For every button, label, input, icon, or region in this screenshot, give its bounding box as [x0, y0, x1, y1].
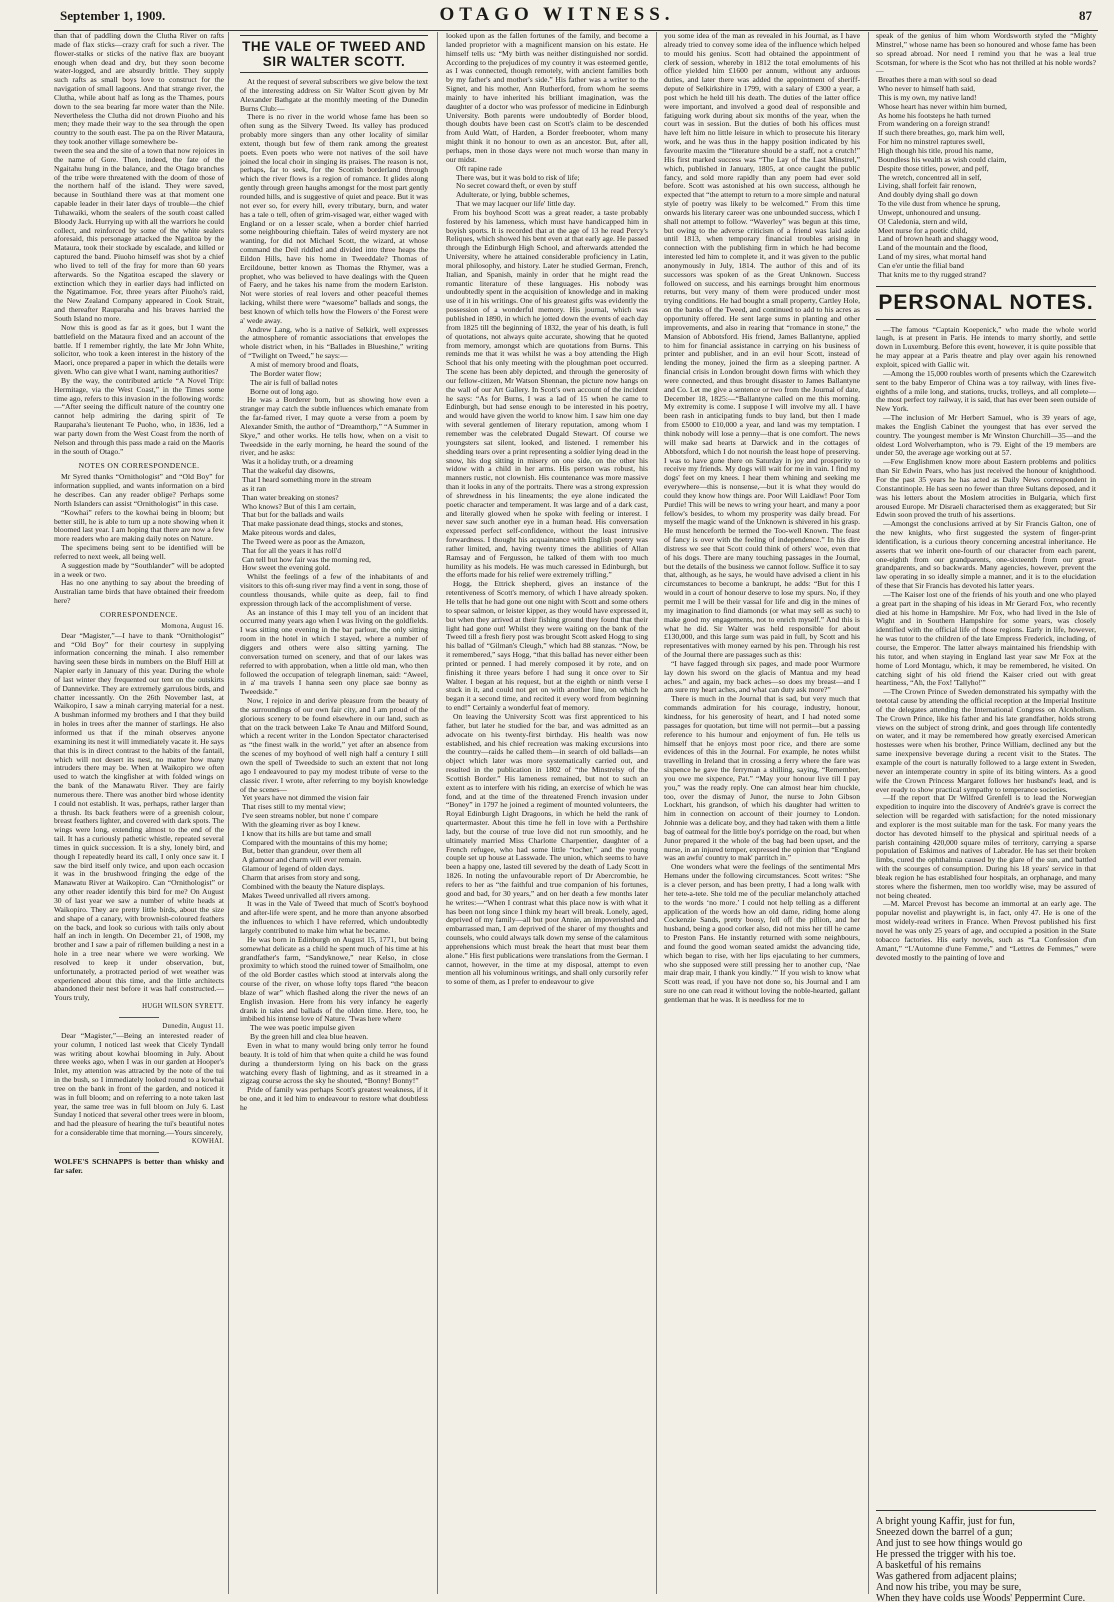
paragraph: By the way, the contributed article “A Novel Trip: Hermitage, via the West Coast,” in the Times some time ago, refers to this invasion in the following words:—“After seeing the difficult nature of the country one cannot help admiring the daring spirit of Te Rauparaha's lieutenant Te Puoho, who, in 1836, led a war party down from the West Coast from the north of Nelson and through this pass made a raid on the Maoris in the south of Otago.”	[54, 375, 224, 456]
paragraph: Andrew Lang, who is a native of Selkirk, well expresses the atmosphere of romantic associations that envelopes the whole district when, in his “Ballades in Blueshine,” writing of “Twilight on Tweed,” he says:—	[240, 324, 428, 361]
letter-location: Momona, August 16.	[161, 622, 224, 630]
newspaper-title: OTAGO WITNESS.	[439, 4, 675, 25]
column-personal-notes	[876, 32, 1096, 1504]
column-divider	[656, 32, 657, 1594]
paragraph: speak of the genius of him whom Wordsworth styled the “Mighty Minstrel,” whose name has been so honoured and whose fame has been so spread abroad. Nor need I remind you that he was a leal true Scotsman, for where is the Scot who has not thrilled at his noble words?—	[876, 32, 1096, 76]
issue-date: September 1, 1909.	[60, 8, 166, 23]
paragraph: Now this is good as far as it goes, but I want the battlefield on the Mataura fixed and an account of the battle. If I remember rightly, the late Mr John White, solicitor, who took a keen interest in the history of the Maori, once prepared a paper in which the details were given. Who can give what I want, naming authorities?	[54, 322, 224, 377]
verse: The Tweed were as poor as the Amazon, That for all the years it has roll'd Can tell but how fair was the morning red, How sweet the evening gold.	[242, 536, 371, 573]
paragraph: As an instance of this I may tell you of an incident that occurred many years ago when I was living on the goldfields. I was sitting one evening in the bar parlour, the only sitting room in the hotel in which I stayed, where a number of diggers and others were also sitting yarning. The conversation turned on scenery, and that of our lakes was referred to with approbation, when a little old man, who then followed the occupation of telegraph lineman, said: “Aweel, in a' ma travels I hanna seen ony place sae bonny as Tweedside.”	[240, 607, 428, 697]
paragraph: tween the sea and the site of a town that now rejoices in the name of Gore. Then, indeed, the fate of the Ngaitahu hung in the balance, and the Otago branches of the tribe were threatened with the doom of those of the northern half of the island. They were saved, because in Southland there was at that moment one capable leader in their later days of trouble—the chief Tuhawaiki, whom the sealers of the south coast called Bloody Jack. Hurrying up with all the warriors he could collect, and reinforced by some of the white sealers aforesaid, this personage attacked the Ngatitoa by the Mataura, took their stockade by escalade, and killed or captured the band. Piuoho himself was shot by a chief who lived to tell of the fray for more than 60 years afterwards. So the Ngatitoa escaped the slavery or extinction which they in earlier days had inflicted on the Ngatimamoe. For, three years after Piuoho's raid, the New Zealand Company appeared in Cook Strait, and thereafter Rauparaha and his braves harried the South Island no more.	[54, 145, 224, 323]
ad-line: And just to see how things would go	[876, 1538, 1023, 1549]
verse: A mist of memory brood and floats, The Border water flow; The air is full of ballad notes Borne out of long ago.	[250, 360, 359, 396]
paragraph: From his boyhood Scott was a great reader, a taste probably fostered by his lameness, which must have handicapped him in boyish sports. It is recorded that at the age of 13 he read Percy's Reliques, which showed his bent even at that early age. He passed through the Edinburgh High School, and afterwards attended the University, where he attained considerable proficiency in Latin, moral philosophy, and history. Later he studied German, French, Italian, and Spanish, mainly in order that he might read the romantic literature of these languages. His nobody was undoubtedly spent in the acquisition of knowledge and in making use of it in his writings. One of his greatest gifts was evidently the possession of a wonderful memory. His journal, which was published in 1890, in which he jotted down the events of each day from 1825 till the beginning of 1832, the year of his death, is full of quotations, not always quite accurate, showing that he quoted from memory, amongst which are quotations from Burns. This reminds me that it was whilst he was a boy attending the High School that his only meeting with the ploughman poet occurred. The scene has been ably depicted, and through the generosity of our fellow-citizen, Mr Watson Shennan, the picture now hangs on the wall of our Art Gallery. In Scott's own account of the incident he says: “As for Burns, I was a lad of 15 when he came to Edinburgh, but had sense enough to be interested in his poetry, and would have given the world to know him. I saw him one day with several gentlemen of literary reputation, among whom I remember was the celebrated Dugald Stewart. Of course we youngsters sat silent, looked, and listened. I remember his shedding tears over a print representing a soldier lying dead in the snow, his dog sitting in misery on one side, on the other his widow with a child in her arms. His person was robust, his manners rustic, not clownish. His countenance was more massive than it looks in any of the portraits. There was a strong expression of shrewdness in his lineaments; the eye alone indicated the poetic character and temperament. It was large and of a dark cast, and literally glowed when he spoke with feeling or interest. I never saw such another eye in a human head. His conversation expressed perfect self-confidence, without the least intrusive forwardness. I thought his acquaintance with English poetry was rather limited, and, having twenty times the abilities of Allan Ramsay and of Fergusson, he talked of them with too much humility as his models. He was much caressed in Edinburgh, but the efforts made for his relief were extremely trifling.”	[446, 207, 648, 580]
letter-location: Dunedin, August 11.	[162, 1022, 224, 1030]
paragraph: On leaving the University Scott was first apprenticed to his father, but later he studied for the bar, and was admitted as an advocate on his twenty-first birthday. His health was now established, and his chief recreation was making excursions into the country—raids he called them—in search of old ballads—an object which later was more systematically carried out, and resulted in the publication in 1802 of “the Minstrelsy of the Scottish Border.” His lameness remained, but not to such an extent as to interfere with his riding, an exercise of which he was fond, and at the time of the threatened French invasion under “Boney” in 1797 he joined a regiment of mounted volunteers, the Royal Edinburgh Light Dragoons, in which he held the rank of quartermaster. About this time he fell in love with a Perthshire lady, but the course of true love did not run smoothly, and he ultimately married Miss Charlotte Charpentier, daughter of a French refugee, who had some little “tocher,” and the young couple set up house at Lasswade. The union, which seems to have been a happy one, lasted till severed by the death of Lady Scott in 1826. In noting the unfavourable report of Dr Abercrombie, he refers to her as “the faithful and true companion of his fortunes, good and bad, for 30 years,” and on her death a few months later he writes:—“When I contrast what this place now is with what it has been not long since I think my heart will break. Lonely, aged, deprived of my family—all but poor Annie, an impoverished and embarrassed man, I am deprived of the sharer of my thoughts and counsels, who could always talk down my sense of the calamitous apprehensions which must break the heart that must bear them alone.” His first publications were translations from the German. I cannot, however, in the time at my disposal, attempt to even mention all his voluminous writings, and shall only cursorily refer to some of them, as I prefer to endeavour to give	[446, 711, 648, 987]
article-headline: THE VALE OF TWEED AND SIR WALTER SCOTT.	[240, 35, 428, 73]
paragraph: —Among the 15,000 roubles worth of presents which the Czarewitch sent to the baby Emperor of China was a toy railway, with lines five-eighths of a mile long, and stations, trucks, trolleys, and all complete—the most perfect toy railway, it is said, that has ever been seen outside of New York.	[876, 368, 1096, 414]
verse: Was it a holiday truth, or a dreaming That the wakeful day disowns, That I heard something more in the stream as it ran Than water breaking on stones?	[242, 457, 372, 502]
paragraph: It was in the Vale of Tweed that much of Scott's boyhood and after-life were spent, and he more than anyone absorbed the influences to which I have referred, which undoubtedly largely contributed to make him what he became.	[240, 899, 428, 935]
verse: The wee was poetic impulse given By the green hill and clea blue heaven.	[250, 1023, 369, 1042]
section-headline: PERSONAL NOTES.	[876, 286, 1096, 320]
paragraph: —M. Marcel Prevost has become an immortal at an early age. The popular novelist and playwright is, in fact, only 47. He is one of the most widely-read writers in France. When Prevost published his first novel he was only 25 years of age, and occupied a position in the State tobacco factories. His early novels, such as “La Confession d'un Amant,” “L'Automne d'une Femme,” and “Lettres de Femmes,” were devoted mostly to the painting of love and	[876, 899, 1096, 962]
verse: Who knows? But of this I am certain, That but for the ballads and wails That make passionate dead things, stocks and stones, Make piteous words and dales,	[242, 501, 403, 538]
column-scott-continued	[446, 32, 648, 1594]
advertisement-notice: WOLFE'S SCHNAPPS is better than whisky and far safer.	[54, 1156, 224, 1175]
paragraph: —The Crown Prince of Sweden demonstrated his sympathy with the teetotal cause by attending the official reception at the Imperial Institute of the delegates attending the International Congress on Alcoholism. The Crown Prince, like his father and his late grandfather, holds strong views on the subject of strong drink, and goes through life contentedly on water, and it may be remembered how greatly exercised American hostesses were when his brother, Prince William, declined any but the same inexpensive beverage during a recent visit to the States. The example of the court is naturally followed to a large extent in Sweden, never an intemperate country in spite of its biting winters. As a good wife the Crown Princess Margaret follows her husband's lead, and is ever ready to show practical sympathy to temperance societies.	[876, 687, 1096, 794]
paragraph: looked upon as the fallen fortunes of the family, and become a landed proprietor with a magnificent mansion on his estate. He himself tells us: “My birth was neither distinguished nor sordid. According to the prejudices of my country it was esteemed gentle, as I was connected, though remotely, with ancient families both by my father's and mother's side.” His father was a writer to the Signet, and his mother, Ann Rutherford, from whom he seems mainly to have inherited his brilliant imagination, was the daughter of a doctor who was professor of medicine in Edinburgh University. Both parents were undoubtedly of Border blood, though doubts have been cast on Scott's claim to be descended from Auld Watt, of Harden, a Border freebooter, whom many might think it no honour to own as an ancestor. But, after all, perhaps, men in those days were not much worse than many in our midst.	[446, 32, 648, 164]
paragraph: Hogg, the Ettrick shepherd, gives an instance of the retentiveness of Scott's memory, of which I have already spoken. He tells that he had gone out one night with Scott and some others to spear salmon, or leister kipper, as they would have expressed it, but when they arrived at their fishing ground they found that their light had gone out! Whilst they were waiting on the bank of the Tweed till a fresh fiery post was brought Scott asked Hogg to sing his ballad of “Gilman's Cleugh,” which had 88 stanzas. “Now, be it remembered,” says Hogg, “that this ballad has never either been printed or penned. I had merely composed it by rote, and on finishing it three years before I had sung it once over to Sir Walter. I began at his request, but at the eighth or ninth verse I stuck in it, and could not get on with another line, on which he began it a second time, and recited it every word from beginning to end!” Certainly a wonderful feat of memory.	[446, 579, 648, 713]
paragraph: —The inclusion of Mr Herbert Samuel, who is 39 years of age, makes the English Cabinet the youngest that has ever served the country. The youngest member is Mr Winston Churchill—35—and the oldest Lord Wolverhampton, who is 79. Eight of the 19 members are under 50, the average age working out at 57.	[876, 413, 1096, 458]
separator	[119, 1152, 159, 1153]
section-heading: CORRESPONDENCE.	[100, 610, 178, 619]
ad-line: A basketful of his remains	[876, 1560, 981, 1571]
column-divider	[228, 32, 229, 1594]
ad-line: Sneezed down the barrel of a gun;	[876, 1527, 1013, 1538]
paragraph: —If the report that Dr Wilfred Grenfell is to lead the Norwegian expedition to inquire into the discovery of Andrée's grave is correct the selection will be regarded with satisfaction; for the noted missionary and explorer is the most suitable man for the task. For many years the doctor has devoted himself to the physical and spiritual needs of a parish containing 420,000 square miles of territory, carrying a sparse population of Eskimos and natives of Labrador. He has set their broken limbs, cured the ophthalmia caused by the glare of the sun, and battled with the scourges of consumption. During his 18 years' service in that bleak region he has established four hospitals, an orphanage, and many stores where the fishermen, men too worldly wise, may be assured of not being cheated.	[876, 793, 1096, 900]
paragraph: A suggestion made by “Southlander” will be adopted in a week or two.	[54, 560, 224, 579]
letter-signature: HUGH WILSON SYRETT.	[142, 1003, 224, 1011]
paragraph: “Kowhai” refers to the kowhai being in bloom; but better still, he is able to turn up a note showing when it bloomed last year. I am hoping that there are now a few more readers who are making daily notes on Nature.	[54, 507, 224, 544]
paragraph: —Few Englishmen know more about Eastern problems and politics than Sir Edwin Pears, who has just received the honour of knighthood. For the past 35 years he has acted as Daily News correspondent in Constantinople. He has seen no fewer than three Sultans deposed, and it was his letters about the Moslem atrocities in Bulgaria, which first aroused Europe. Mr Disraeli characterised them as exaggerated; but Sir Edwin soon proved the truth of his assertions.	[876, 457, 1096, 520]
letter-body: Dear “Magister,”—Being an interested reader of your column, I noticed last week that Cicely Tyndall was writing about kowhai blooming in July. About three weeks ago, when I was in our garden at Hooper's Inlet, my attention was attracted by the note of the tui in the bush, so I immediately looked round to a kowhai tree on the bank in front of the garden, and noticed it was in full bloom; and on referring to a note taken last year, the same tree was in full bloom on July 6. Last Sunday I noticed that several other trees were in bloom, and had the pleasure of hearing the tui's beautiful notes for a considerable time that morning.—Yours sincerely,	[54, 1030, 224, 1138]
paragraph: There is much in the Journal that is sad, but very much that commands admiration for his courage, industry, honour, kindness, for his generosity of heart, and I had noted some passages for quotation, but time will not permit—but a passing reference to his humour and enjoyment of fun. He tells us himself that he enjoys most poor rice, and there are some evidences of this in the Journal. For example, he notes whilst travelling in Ireland that in crossing a ferry where the fare was sixpence he gave the ferryman a shilling, saying, “Remember, you owe me sixpence, Pat.” “May your honour live till I pay you,” was the ready reply. One can almost hear him chuckle, too, over the dismay of Junor, the nurse to John Gibson Lockhart, his grandson, of which his daughter had written to him in connection on account of their journey to London. Johnnie was a delicate boy, and they had taken with them a little bag of oatmeal for the little boy's porridge on the road, but when Junor prepared it the whole of the bag had been upset, and the nurse, in an injured temper, expressed the opinion that “England was an awfu' country to mak' parritch in.”	[664, 694, 860, 863]
paragraph: Pride of family was perhaps Scott's greatest weakness, if it be one, and it led him to endeavour to restore what doubtless he	[240, 1085, 428, 1112]
paragraph: —Amongst the conclusions arrived at by Sir Francis Galton, one of the new knights, who first suggested the system of finger-print identification, is a curious theory concerning ancestral inheritance. He asserts that we inherit one-fourth of our character from each parent, one-eighth from our grandparents, one-sixteenth from our great-grandparents, and so backwards. Many agencies, however, prevent the law operating in so ideally simple a manner, and it is to the elucidation of these that Sir Francis has devoted his latter years.	[876, 519, 1096, 591]
verse: Yet years have not dimmed the vision fair That rises still to my mental view; I've seen streams nobler, but none t' compare With the gleaming river as boy I knew.	[242, 793, 379, 829]
paragraph: There is no river in the world whose fame has been so often sung as the Silvery Tweed. Its valley has produced probably more singers than any other locality of similar extent, though but few of them rank among the greatest poets. Even poets who were not natives of the soil have joined the local choir in singing its praises. The reason is not, perhaps, far to seek, for the Scottish borderland through which the river flows is a region of romance. It glides along gently through green haughs amongst for the most part gently rounded hills, and is suggestive of quiet and peace. But it was not ever so, for every hill, every tributary, burn, and water has a tale o tell, often of grim-visaged war, either waged with England or on a lesser scale, when a border chief harried some neighbouring chieftain. Tales of weird mystery are not wanting, for did not Michael Scott, the wizard, at whose command the Deil riddled and divided into three heaps the Eildon Hills, have his home in Tweeddale? Thomas of Ercildoune, better known as Thomas the Rhymer, was a prophet, who was believed to have dealings with the Queen of Faery, and he takes his name from the modern Earlston. Not were stories of real lovers and other peaceful themes lacking, whilst there were “waesome” ballads and songs, the best known of which tells how the Flowers o' the Forest were a' wede away.	[240, 112, 428, 325]
masthead-rule	[54, 30, 1098, 31]
paragraph: Mr Syred thanks “Ornithologist” and “Old Boy” for information supplied, and wants information on a bird he describes. Can any reader oblige? Perhaps some North Islanders can assist “Ornithologist” in this case.	[54, 472, 224, 508]
page-number: 87	[1079, 8, 1092, 23]
verse: I know that its hills are but tame and small Compared with the mountains of this my home; But, better than grandeur, over them all A glamour and charm will ever remain.	[242, 828, 388, 865]
ad-line: Was gathered from adjacent plains;	[876, 1571, 1017, 1582]
paragraph: Now, I rejoice in and derive pleasure from the beauty of the surroundings of our own fair city, and I am proud of the glorious scenery to be found elsewhere in our land, such as that on the track between Lake Te Anau and Milford Sound, which a recent writer in the London Spectator characterised as “the finest walk in the world,” yet after an absence from the scenes of my boyhood of well nigh half a century I still own the spell of Tweedside to such an extent that not long ago I endeavoured to pay my modest tribute of verse to the classic river. I wrote, after referring to my boyish knowledge of the scenes—	[240, 696, 428, 794]
paragraph: —The Kaiser lost one of the friends of his youth and one who played a great part in the shaping of his ideas in Mr Gerard Fox, who recently died at his home in Hampshire. Mr Fox, who had lived in the Isle of Wight and in Southern Hampshire for some years, was closely identified with the official life of those regions. Early in life, however, he was tutor to the children of the late Empress Frederick, including, of course, the Emperor. The latter always maintained his friendship with his tutor, and when staying in England last year saw Mr Fox at the home of Lord Montagu, which, it may be remembered, he visited. On catching sight of his old friend the Kaiser cried out with great heartiness, “Ah, the Fox! 'Tallyho!'”	[876, 589, 1096, 688]
column-nature-notes	[54, 32, 224, 1594]
paragraph: —The famous “Captain Koepenick,” who made the whole world laugh, is at present in Paris. He intends to marry shortly, and settle down in Luxemburg. Before this event, however, it is quite possible that he may appear at a Paris theatre and play over again his renowned exploit, spiced with Gallic wit.	[876, 324, 1096, 369]
column-scott-journal	[664, 32, 860, 1594]
paragraph: Even in what to many would bring only terror he found beauty. It is told of him that when quite a child he was found during a thunderstorm lying on his back on the grass watching every flash of lightning, and as it streamed in a zigzag course across the sky he shouted, “Bonny! Bonny!”	[240, 1040, 428, 1086]
paragraph: “I have fagged through six pages, and made poor Wurmore lay down his sword on the glacis of Mantua and my head aches.” and again, my back aches—so does my breast—and I am sure my heart aches, and what can duty ask more?”	[664, 658, 860, 695]
verse: Oft rapine rade There was, but it was bold to risk of life; No secret coward theft, or even by stuff Adulterate, or lying, bubble schemes, That we may lacquer our life' little day.	[456, 163, 580, 209]
column-vale-of-tweed	[240, 32, 428, 1594]
ad-line: A bright young Kaffir, just for fun,	[876, 1516, 1015, 1527]
ad-line: And now his tribe, you may be sure,	[876, 1582, 1022, 1593]
section-heading: NOTES ON CORRESPONDENCE.	[78, 460, 200, 470]
paragraph: At the request of several subscribers we give below the text of the interesting address on Sir Walter Scott given by Mr Alexander Bathgate at the monthly meeting of the Dunedin Burns Club:—	[240, 77, 428, 113]
column-divider	[437, 32, 438, 1594]
letter-signature: KOWHAI.	[191, 1137, 224, 1145]
paragraph: He was born in Edinburgh on August 15, 1771, but being somewhat delicate as a child he spent much of his time at his grandfather's farm, “Sandyknowe,” near Kelso, in close proximity to which stood the ruined tower of Smailholm, one of the old Border castles which stood at intervals along the course of the river, on whose lofty tops flared “the beacon blaze of war” which flashed along the river the news of an English invasion. Here from his very infancy he eagerly drank in tales and ballads of the olden time. Here, too, he imbibed his intense love of Nature. 'Twas here where	[240, 934, 428, 1024]
ad-line: When they have colds use Woods' Peppermint Cure.	[876, 1593, 1086, 1602]
letter-body: Dear “Magister,”—I have to thank “Ornithologist” and “Old Boy” for their courtesy in supplying information concerning the minah. I also remember having seen these birds in numbers on the Bluff Hill at Napier early in January of this year. During the whole of last winter they frequented our tent on the outskirts of Dannevirke. They are extremely garrulous birds, and chatter incessantly. On the 26th November last, at Waikopiro, I saw a minah carrying material for a nest. A bushman informed my brothers and I that they build in holes in trees after the manner of starlings. He also informed us that if the minah observes anyone examining its nest it will immediately vacate it. He says that this is in direct contrast to the habits of the fantail, which will not desert its nest, no matter how many intruders there may be. When at Waikopiro we often used to watch the kingfisher at with folded wings on the bank of the Manawatu River. They are fairly numerous there. There was another bird whose identity I could not establish. It was, perhaps, rather larger than a thrush. Its back feathers were of a greenish colour, breast feathers lighter, and covered with dark spots. The wings were long, extending almost to the end of the tail. It has a curiously pathetic whistle, repeated several times in quick succession. It is a shy, lonely bird, and though I repeatedly heard its call, I only once saw it. I saw the bird itself only twice, and upon each occasion it was in the brushwood fringing the edge of the Manawatu River at Waikopiro. Can “Ornithologist” or any other reader identify this bird for me? On August 30 of last year we saw a number of white heads at Waikopiro. They are pretty little birds, about the size and shape of a canary, with brownish-coloured feathers on the back, and look so curious with tails only about half an inch in length. On December 21, of 1908, my brother and I saw a pair of riflemen building a nest in a hole in a tree near where we were working. We resolved to keep it under observation, but, unfortunately, a protracted period of wet weather was experienced about this time, and the little architects abandoned their nest before it was half constructed.—Yours truly,	[54, 630, 224, 1003]
verse: Breathes there a man with soul so dead Who never to himself hath said, This is my own, my native land! Whose heart has never within him burned, As home his footsteps he hath turned From wandering on a foreign strand! If such there breathes, go, mark him well, For him no minstrel raptures swell, High though his title, proud his name, Boundless his wealth as wish could claim, Despite those titles, power, and pelf, The wretch, concentred all in self, Living, shall forfeit fair renown, And doubly dying shall go down To the vile dust from whence he sprung, Unwept, unhonoured and unsung. O! Caledonia, stern and wild, Meet nurse for a poetic child, Land of brown heath and shaggy wood, Land of the mountain and the flood, Land of my sires, what mortal hand Can e'er untie the filial band That knits me to thy rugged strand?	[878, 75, 1007, 279]
paragraph: you some idea of the man as revealed in his Journal, as I have already tried to convey some idea of the influence which helped to mould his genius. Scott had obtained the appointment of clerk of session, whereby in 1812 the total emoluments of his office yielded him £1600 per annum, without any arduous duties, and later there was added the appointment of sheriff-depute of Selkirkshire in 1799, with a salary of £300 a year, a post which he held till his death. The duties of the latter office were important, and involved a good deal of responsible and fatiguing work during about six months of the year, when the court was in session. But the duties of both his offices must have left him no little leisure in which to prosecute his literary work, and he was thus in the happy position indicated by his favourite maxim the “literature should be a staff, not a crutch!” His first marked success was “The Lay of the Last Minstrel,” which, published in January, 1805, at once caught the public fancy, and sold more rapidly than any poem had ever sold before. Scott was astonished at his own success, although he expected that “the attempt to return to a more simple and natural style of poetry was likely to be welcomed.” From this time onwards his literary career was one unbounded success, which I shall not attempt to follow. “Waverley” was begun at this time, but owing to the adverse criticism of a friend was laid aside until 1813, when temporary financial troubles arising in connection with the publishing firm in which he had become interested led him to complete it, and it was given to the public anonymously in July, 1814. The author of this and of its successors was spoken of as the Great Unknown. Success followed on success, and his earnings brought him enormous returns, but very many of them were produced under most trying conditions. He had bought a small property, Cartley Hole, on the banks of the Tweed, and continued to add to his acres as opportunity offered. He sent large sums in planting and other improvements, and also in rearing that “romance in stone,” the Mansion of Abbotsford. His friend, James Ballantyne, applied to him for financial assistance in carrying on his business of printer and publisher, and in an evil hour Scott, instead of lending the money, joined the firm as a sleeping partner. A financial crisis in London brought down firms with which they were connected, and thus brought disaster to James Ballantyne and Co. Let me give a sentence or two from the Journal of date, December 18, 1825:—“Ballantyne called on me this morning. My extremity is come. I suppose I will involve my all. I have been rash in anticipating funds to buy land, but then I made from £5000 to £10,000 a year, and land was my temptation. I think nobody will lose a penny—that is one comfort. The news will make sad hearts at Darwick and in the cottages of Abbotsford, which I do not nourish the least hope of preserving. I was to have gone there on Saturday in joy and prosperity to receive my friends. My dogs will wait for me in vain. I find my dogs' feet on my knees. I hear them whining and seeking me everywhere—this is nonsense,—but it is what they would do could they know how things are. Poor Will Laidlaw! Poor Tom Purdie! This will be news to wring your heart, and many a poor fellow's besides, to whom my prosperity was daily bread. For myself the magic wand of the Unknown is shivered in his grasp. He must henceforth be termed the Too-well Known. The feast of fancy is over with the feeling of independence.” In his dire distress we see that Scott could think of others' woe, even that of his dogs. There are many touching passages in the Journal, but the details of the business we cannot follow. Suffice it to say that, although, as he says, he would have advised a client in his circumstances to become a bankrupt, he adds: “But for this I would in a court of honour deserve to lose my spurs. No, if they permit me I will be their vassal for life and dig in the mines of my imagination to find diamonds (or what may sell as such) to make good my engagements, not to enrich myself.” And this is what he did. Sir Walter was held responsible for about £130,000, and this large sum was paid in full, by Scott and his representatives with money earned by his pen. Through his rest of the Journal there are passages such as this:	[664, 32, 860, 660]
masthead	[0, 0, 1114, 30]
verse: Glamour of legend of olden days. Charm that arises from story and song, Combined with the beauty the Nature displays. Makes Tweed unrivalled all rivers among.	[242, 864, 385, 900]
separator	[119, 1017, 159, 1018]
paragraph: The specimens being sent to be identified will be referred to next week, all being well.	[54, 543, 224, 561]
column-divider	[868, 32, 869, 1594]
paragraph: One wonders what were the feelings of the sentimental Mrs Hemans under the following circumstances. Scott writes: “She is a clever person, and has been pretty, I had a long walk with her tete-a-tete. She told me of the peculiar melancholy attached to the words ‘no more.’ I could not help telling as a different application of the words how an old dame, riding home along Cockenzie Sands, pretty boosy, fell off the pillion, and her husband, being a good corker also, did not miss her till he came to Preston Pans. He instantly returned with some neighbours, and found the good woman seated amidst the advancing tide, which began to rise, with her lips ejaculating to her cummers, who she supposed were still pressing her to another cup, ‘Nae mair drap mair, I thank you kindly.’” If you wish to know what Scott was read, if you have not done so, his Journal and I am sure no one can read it without loving the noble-hearted, gallant gentleman that he was. It is needless for me to	[664, 862, 860, 1004]
paragraph: Has no one anything to say about the breeding of Australian tame birds that have obtained their freedom here?	[54, 578, 224, 606]
paragraph: Whilst the feelings of a few of the inhabitants of and visitors to this oft-sung river may find a vent in song, those of countless thousands, while quite as deep, fail to find expression through lack of the accomplishment of verse.	[240, 572, 428, 608]
paragraph: than that of paddling down the Clutha River on rafts made of flax sticks—crazy craft for such a river. The flower-stalks or sticks of the native flax are buoyant enough when dead and dry, but they soon become water-logged, and are absurdly brittle. They supply such rafts as small boys love to construct for the navigation of small lagoons. And that strange river, the Clutha, while about half as long as the Thames, pours down to the sea bearing far more water than the Nile. Nevertheless the Clutha did not drown Piuoho and his men; they made their way to the sea through the open country to the south east. The pa on the River Mataura, they took another village somewhere be-	[54, 32, 224, 147]
paragraph: He was a Borderer born, but as showing how even a stranger may catch the subtle influences which emanate from the far-famed river, I may quote a verse from a poem by Alexander Smith, the author of “Dreamthorp,” “A Summer in Skye,” and other works. He tells how, when on a visit to Tweedside in the early morning, he heard the sound of the river, and he asks:	[240, 395, 428, 458]
peppermint-cure-ad	[876, 1510, 1096, 1602]
ad-line: He pressed the trigger with his toe.	[876, 1549, 1016, 1560]
